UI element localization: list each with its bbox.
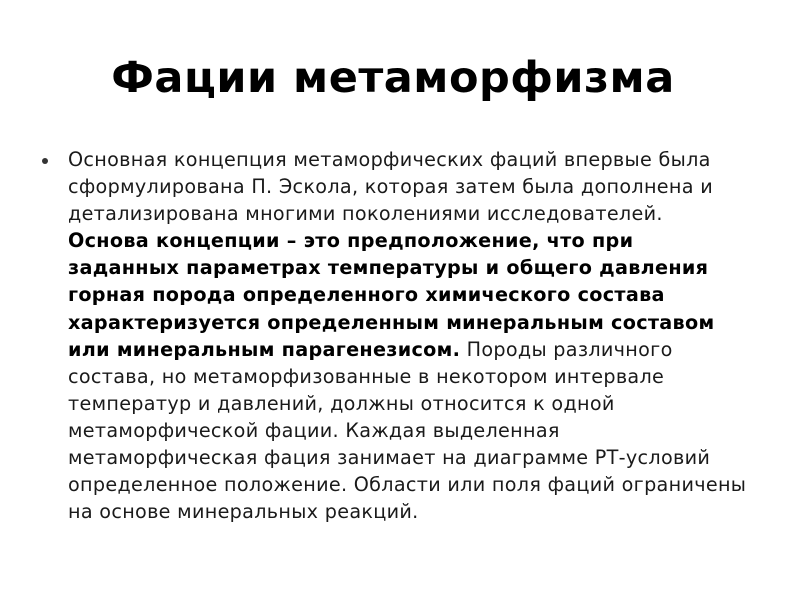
bullet-text-regular-start: Основная концепция метаморфических фаций впервые была сформулирована П. Эскола, которая затем была дополнена и детализирована многими поколениями исследователей. bbox=[68, 148, 713, 226]
bullet-list bbox=[38, 146, 750, 525]
bullet-text-regular-end: Породы различного состава, но метаморфизованные в некотором интервале температур и давлений, должны относится к одной метаморфической фации. Каждая выделенная метаморфическая фация занимает на диаграмме РТ-условий определенное положение. Области или поля фаций ограничены на основе минеральных реакций. bbox=[68, 337, 747, 524]
bullet-dot-icon bbox=[42, 158, 48, 164]
bullet-text-bold: Основа концепции – это предположение, что при заданных параметрах температуры и общего давления горная порода определенного химического состава характеризуется определенным минеральным составом или минеральным парагенезисом. bbox=[68, 229, 715, 361]
slide-title: Фации метаморфизма bbox=[111, 53, 675, 103]
bullet-item bbox=[38, 146, 750, 525]
